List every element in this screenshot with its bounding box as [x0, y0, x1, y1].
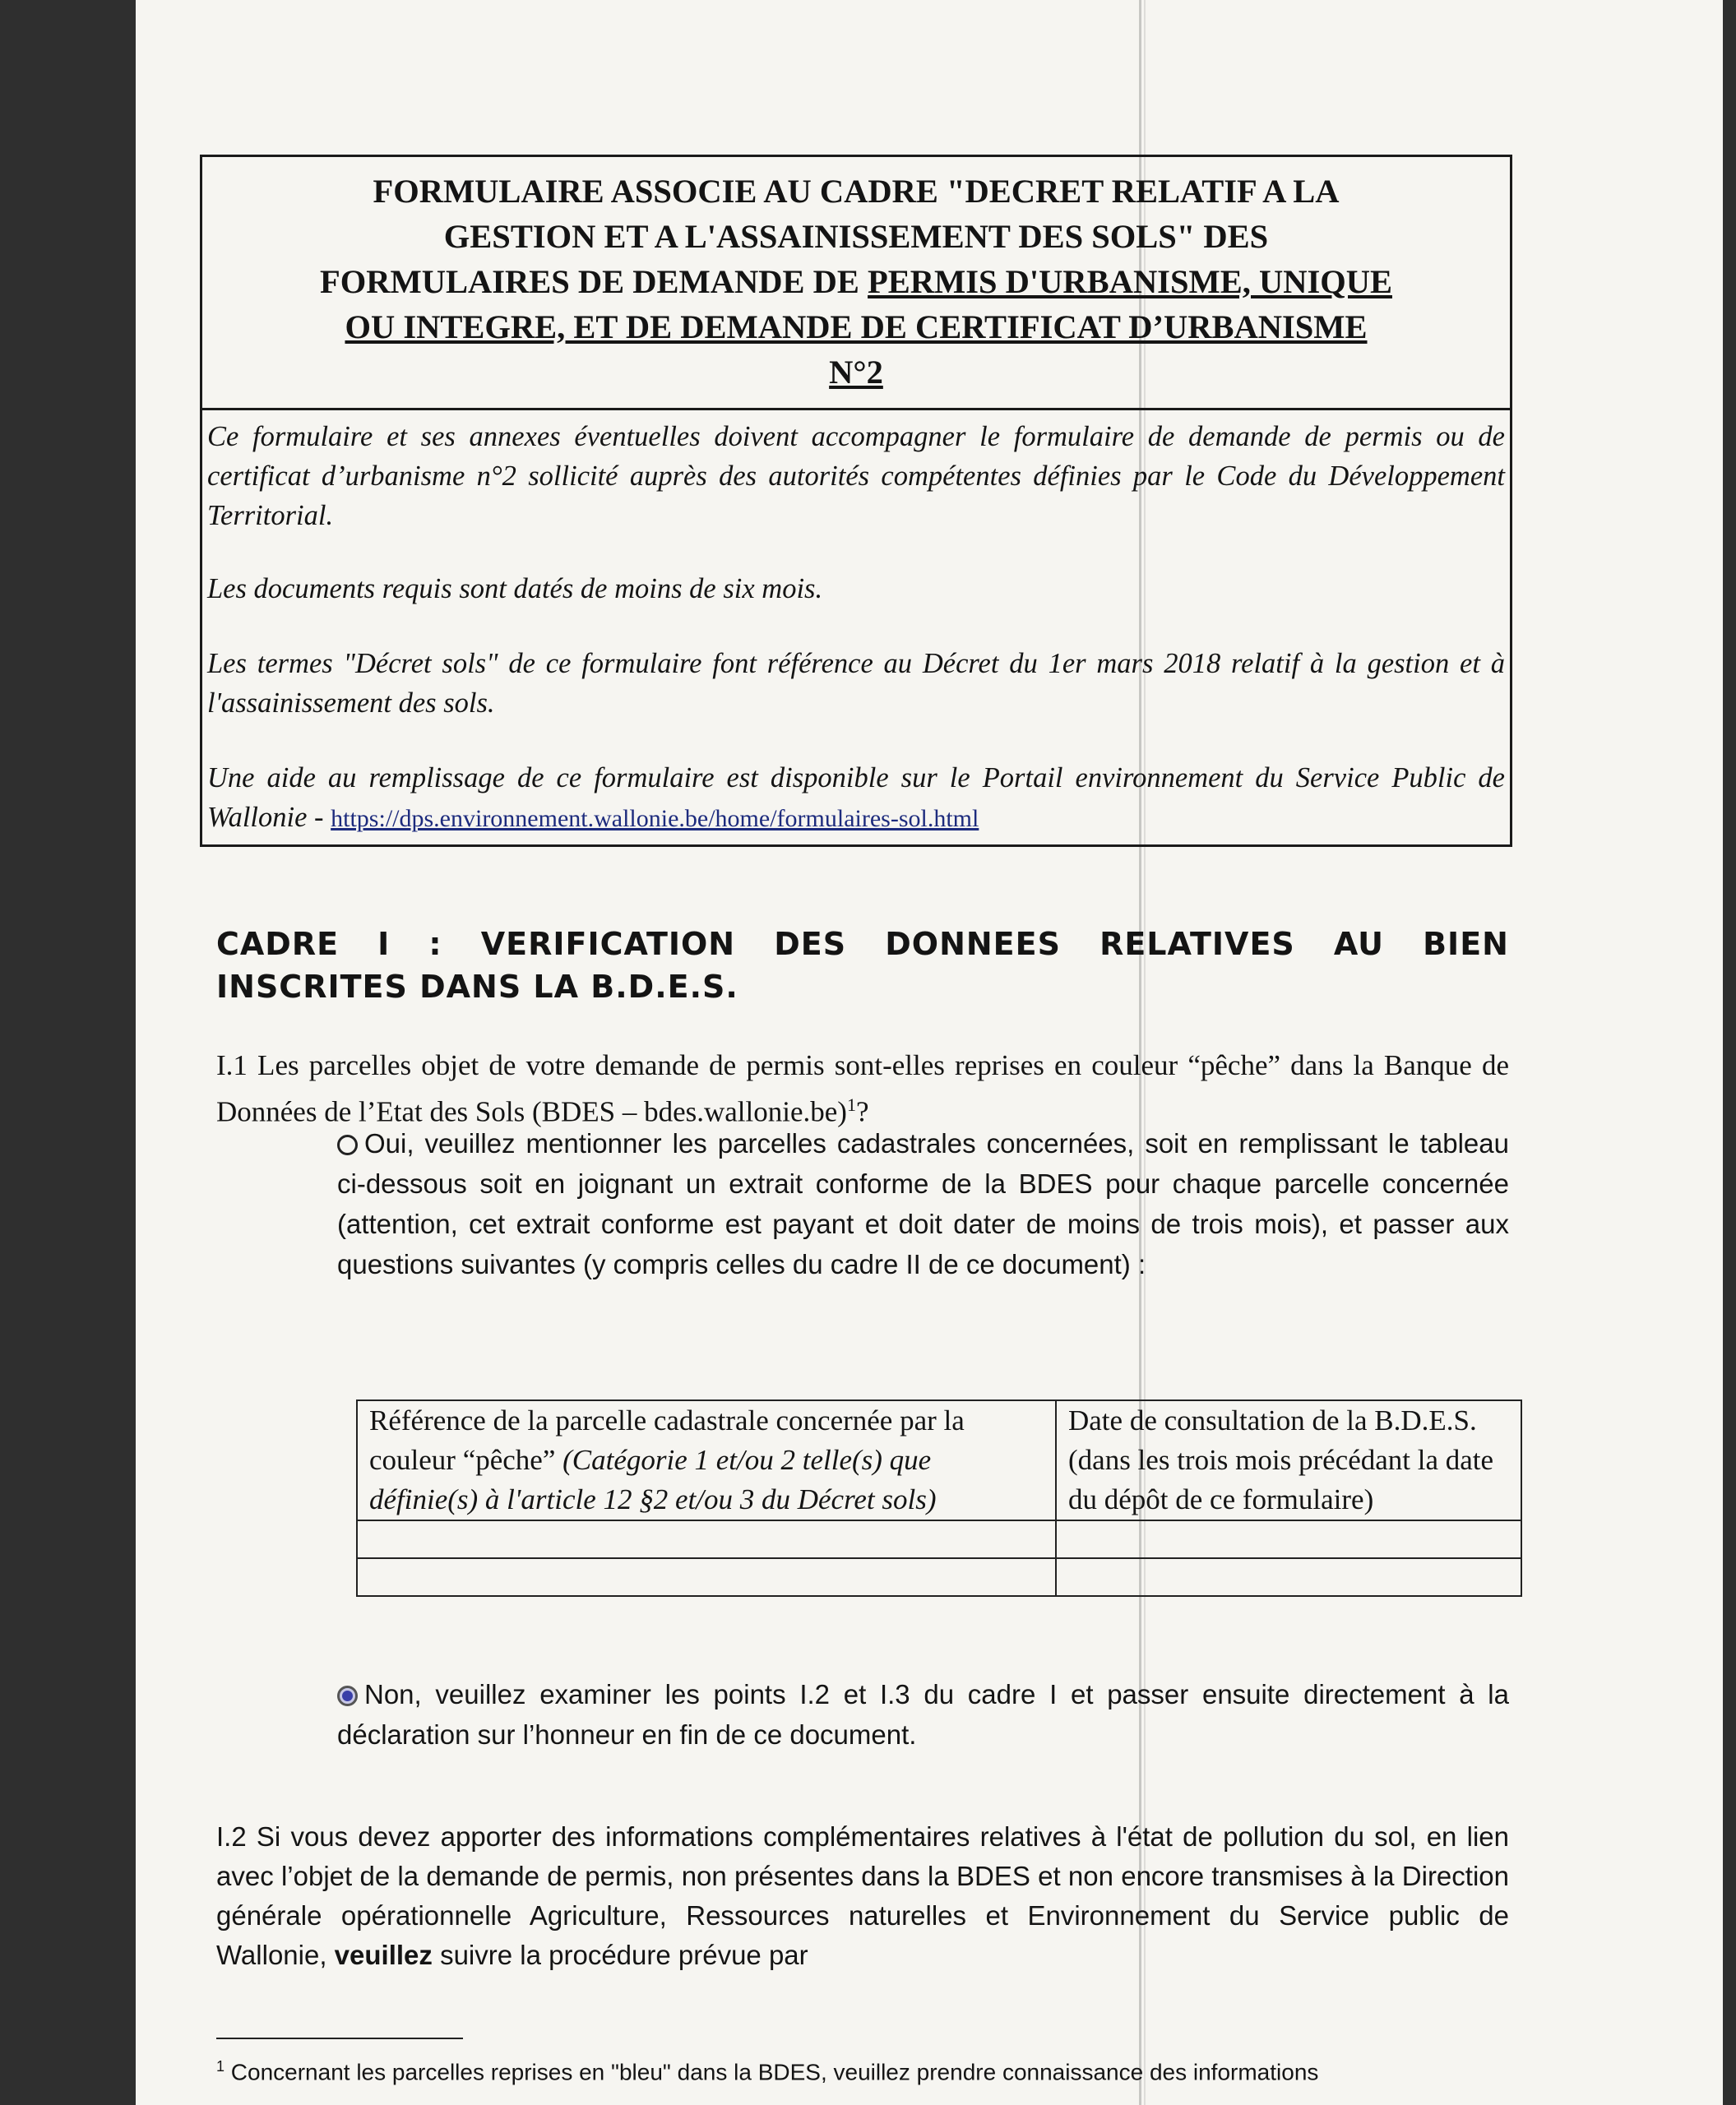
table-header-parcel — [357, 1400, 1056, 1520]
section-title-word: RELATIVES — [1099, 926, 1295, 962]
section-title — [216, 923, 1509, 1008]
section-title-word: BIEN — [1423, 926, 1509, 962]
radio-oui[interactable] — [337, 1135, 358, 1155]
radio-non[interactable] — [337, 1686, 358, 1706]
section-title-line-1 — [216, 923, 1509, 965]
title-line-2: GESTION ET A L'ASSAINISSEMENT DES SOLS" DES — [443, 218, 1269, 255]
option-oui — [337, 1123, 1509, 1284]
table-row — [357, 1558, 1521, 1596]
intro-paragraph-1: Ce formulaire et ses annexes éventuelles doivent accompagner le formulaire de demande de permis ou de certificat d’urbanisme n°2 sollicité auprès des autorités compétentes définies par le Code du Développement Territorial. — [207, 421, 1505, 531]
table-row — [357, 1520, 1521, 1558]
section-title-line-2: INSCRITES DANS LA B.D.E.S. — [216, 969, 738, 1005]
option-non — [337, 1674, 1509, 1755]
intro-paragraph-2: Les documents requis sont datés de moins de six mois. — [207, 573, 823, 604]
section-title-word: : — [428, 926, 442, 962]
section-title-word: AU — [1333, 926, 1384, 962]
table-header-parcel-note: (Catégorie 1 et/ou 2 telle(s) que définie(s) à l'article 12 §2 et/ou 3 du Décret sols) — [369, 1444, 937, 1515]
intro-paragraph-3: Les termes "Décret sols" de ce formulaire font référence au Décret du 1er mars 2018 relatif à la gestion et à l'assainissement des sols. — [207, 648, 1505, 719]
parcel-cell[interactable] — [357, 1520, 1056, 1558]
question-1-2-emphasis: veuillez — [334, 1940, 433, 1970]
question-1-1 — [216, 1046, 1509, 1132]
intro-paragraph-4 — [207, 758, 1505, 839]
parcel-cell[interactable] — [357, 1558, 1056, 1596]
parcel-table — [356, 1399, 1522, 1597]
footnote-text: Concernant les parcelles reprises en "bleu" dans la BDES, veuillez prendre connaissance des informations — [225, 2059, 1319, 2085]
section-title-word: VERIFICATION — [480, 926, 736, 962]
question-1-2-text: I.2 Si vous devez apporter des informations complémentaires relatives à l'état de pollution du sol, en lien avec l’objet de la demande de permis, non présentes dans la BDES et non encore transmises à la Direction générale opérationnelle Agriculture, Ressources naturelles et Environnement du Service public de Wallonie, — [216, 1821, 1509, 1970]
title-line-4: OU INTEGRE, ET DE DEMANDE DE CERTIFICAT D’URBANISME — [345, 308, 1368, 345]
section-title-word: DONNEES — [885, 926, 1061, 962]
question-1-2-text-end: suivre la procédure prévue par — [432, 1940, 808, 1970]
date-cell[interactable] — [1056, 1558, 1521, 1596]
footnote — [216, 2049, 1532, 2089]
footnote-number: 1 — [216, 2058, 225, 2075]
title-line-3a: FORMULAIRES DE DEMANDE DE — [320, 263, 868, 300]
date-cell[interactable] — [1056, 1520, 1521, 1558]
table-header-parcel-text: Référence de la parcelle cadastrale concernée par la couleur “pêche” — [369, 1404, 965, 1476]
form-title — [202, 157, 1510, 410]
footnote-ref: 1 — [846, 1094, 856, 1115]
section-title-word: DES — [774, 926, 847, 962]
header-box — [200, 155, 1512, 847]
title-line-3b: PERMIS D'URBANISME, UNIQUE — [868, 263, 1392, 300]
question-mark: ? — [855, 1095, 869, 1128]
help-link[interactable]: https://dps.environnement.wallonie.be/home/formulaires-sol.html — [331, 805, 979, 832]
title-line-1: FORMULAIRE ASSOCIE AU CADRE "DECRET RELATIF A LA — [373, 173, 1340, 210]
section-title-word: I — [377, 926, 391, 962]
title-line-3 — [202, 259, 1510, 304]
question-1-2 — [216, 1817, 1509, 1975]
title-line-5: N°2 — [829, 354, 883, 391]
document-page — [136, 0, 1723, 2105]
section-title-word: CADRE — [216, 926, 340, 962]
question-1-1-text: I.1 Les parcelles objet de votre demande de permis sont-elles reprises en couleur “pêche” dans la Banque de Données de l’Etat des Sols (BDES – bdes.wallonie.be) — [216, 1049, 1509, 1128]
footnote-rule — [216, 2038, 463, 2039]
intro-text — [202, 410, 1510, 839]
option-oui-label: Oui, veuillez mentionner les parcelles cadastrales concernées, soit en remplissant le tableau ci-dessous soit en joignant un extrait conforme de la BDES pour chaque parcelle concernée (attention, cet extrait conforme est payant et doit dater de moins de trois mois), et passer aux questions suivantes (y compris celles du cadre II de ce document) : — [337, 1128, 1509, 1279]
intro-help-text: Une aide au remplissage de ce formulaire est disponible sur le Portail environnement du Service Public de Wallonie - — [207, 762, 1505, 833]
option-non-label: Non, veuillez examiner les points I.2 et I.3 du cadre I et passer ensuite directement à la déclaration sur l’honneur en fin de ce document. — [337, 1679, 1509, 1750]
table-header-date: Date de consultation de la B.D.E.S. (dans les trois mois précédant la date du dépôt de ce formulaire) — [1056, 1400, 1521, 1520]
